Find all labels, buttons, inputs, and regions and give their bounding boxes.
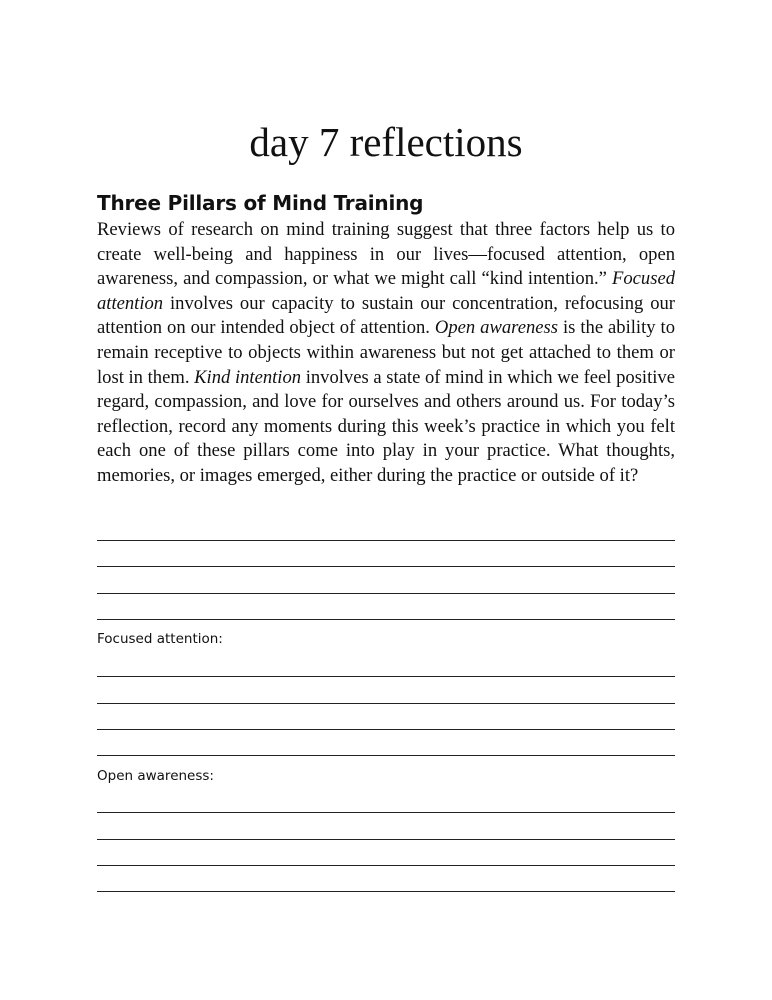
open-awareness-line[interactable] <box>97 839 675 840</box>
page-title: day 7 reflections <box>249 119 523 165</box>
writing-line[interactable] <box>97 540 675 541</box>
open-awareness-line[interactable] <box>97 812 675 813</box>
body-text-part-1: Reviews of research on mind training suggest that three factors help us to create well-being and happiness in our lives—focused attention, open awareness, and compassion, or what we might call “kind intention.” <box>97 219 675 290</box>
writing-line[interactable] <box>97 619 675 620</box>
body-text-part-3: is the ability to remain receptive to objects within awareness but not get attached to them or lost in them. <box>97 317 675 388</box>
open-awareness-line[interactable] <box>97 891 675 892</box>
open-awareness-label: Open awareness: <box>97 768 214 784</box>
focused-attention-line[interactable] <box>97 729 675 730</box>
body-paragraph <box>97 218 675 489</box>
section-heading: Three Pillars of Mind Training <box>97 191 424 215</box>
writing-line[interactable] <box>97 566 675 567</box>
focused-attention-label: Focused attention: <box>97 631 223 647</box>
focused-attention-line[interactable] <box>97 676 675 677</box>
term-focused-attention: Focused attention <box>97 268 675 314</box>
open-awareness-line[interactable] <box>97 865 675 866</box>
term-open-awareness: Open awareness <box>434 317 558 339</box>
term-kind-intention: Kind intention <box>194 366 302 388</box>
focused-attention-line[interactable] <box>97 755 675 756</box>
writing-line[interactable] <box>97 593 675 594</box>
focused-attention-line[interactable] <box>97 703 675 704</box>
body-text-part-4: involves a state of mind in which we feel positive regard, compassion, and love for ourselves and others around us. For today’s reflection, record any moments during this week’s practice in which you felt each one of these pillars come into play in your practice. What thoughts, memories, or images emerged, either during the practice or outside of it? <box>97 366 675 486</box>
body-text-part-2: involves our capacity to sustain our concentration, refocusing our attention on our intended object of attention. <box>97 292 675 339</box>
